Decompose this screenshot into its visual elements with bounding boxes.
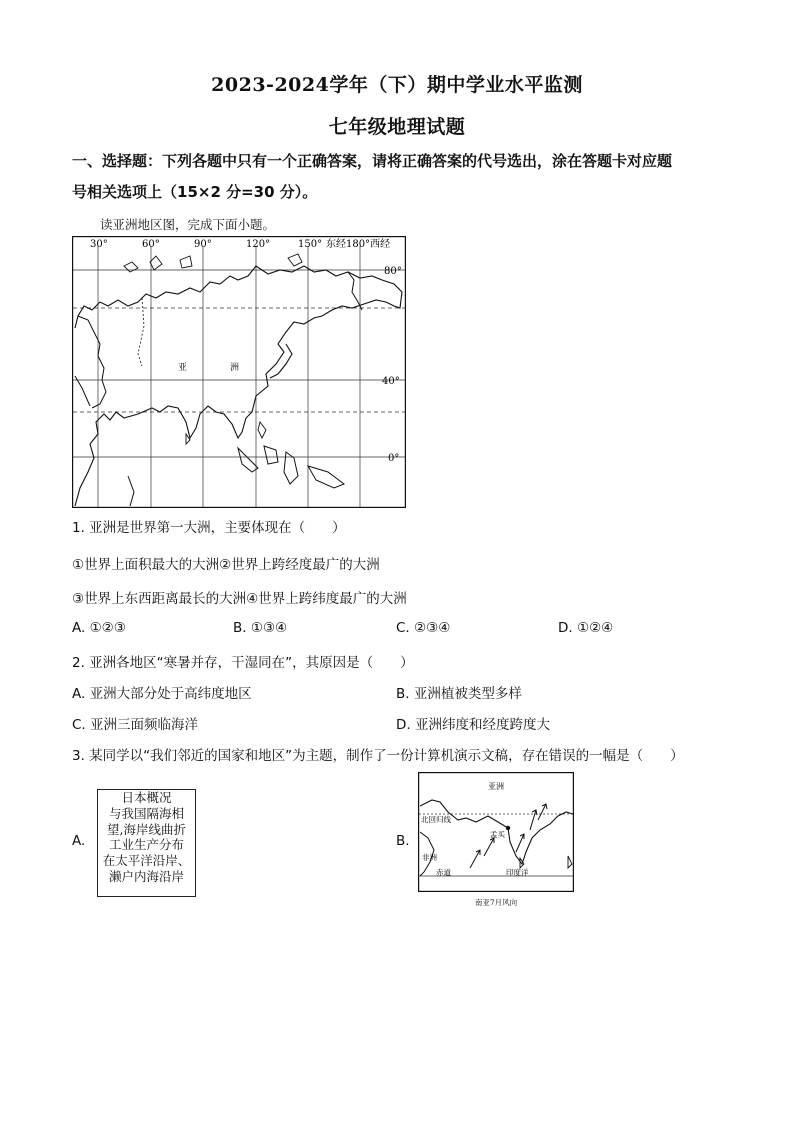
- lon-label-60: 60°: [142, 239, 160, 250]
- q2-option-b[interactable]: B. 亚洲植被类型多样: [396, 686, 522, 702]
- map-intro-text: 读亚洲地区图，完成下面小题。: [100, 217, 276, 232]
- label-asia: 亚洲: [488, 782, 504, 791]
- page-title: 2023-2024学年（下）期中学业水平监测: [211, 74, 583, 96]
- label-indian-ocean: 印度洋: [506, 868, 529, 877]
- lat-label-0: 0°: [388, 453, 400, 464]
- q2-stem: 2. 亚洲各地区“寒暑并存，干湿同在”，其原因是（ ）: [72, 655, 414, 671]
- card-line: 望,海岸线曲折: [107, 821, 186, 837]
- asia-map: [72, 236, 406, 508]
- label-africa: 非洲: [422, 853, 437, 862]
- q3-stem: 3. 某同学以“我们邻近的国家和地区”为主题，制作了一份计算机演示文稿，存在错误的一幅是（ ）: [72, 748, 684, 764]
- q1-statement-b: ③世界上东西距离最长的大洲④世界上跨纬度最广的大洲: [72, 591, 407, 607]
- q2-option-a[interactable]: A. 亚洲大部分处于高纬度地区: [72, 686, 252, 702]
- lon-label-120: 120°: [246, 239, 271, 250]
- card-line: 日本概况: [121, 790, 172, 805]
- lat-label-40: 40°: [382, 376, 400, 387]
- south-asia-wind-map: [418, 772, 574, 892]
- q1-option-d[interactable]: D. ①②④: [558, 620, 614, 636]
- map-caption: 南亚7月风向: [474, 898, 518, 907]
- q1-stem: 1. 亚洲是世界第一大洲，主要体现在（ ）: [72, 520, 346, 536]
- japan-info-card: [97, 789, 196, 897]
- card-line: 工业生产分布: [108, 837, 184, 853]
- q3-option-a-label[interactable]: A.: [72, 833, 86, 849]
- label-mumbai: 孟买: [490, 830, 505, 839]
- region-label-zhou: 洲: [230, 363, 240, 373]
- lon-label-90: 90°: [194, 239, 212, 250]
- label-equator: 赤道: [436, 868, 451, 877]
- region-label-ya: 亚: [178, 363, 188, 373]
- lon-label-180: 东经180°西经: [326, 239, 391, 250]
- section-instruction-line-2: 号相关选项上（15×2 分=30 分）。: [72, 183, 318, 201]
- q3-option-b-label[interactable]: B.: [396, 833, 410, 849]
- asia-coastline: [75, 266, 402, 506]
- page-subtitle: 七年级地理试题: [328, 116, 466, 138]
- q1-option-a[interactable]: A. ①②③: [72, 620, 126, 636]
- section-instruction-line-1: 一、选择题：下列各题中只有一个正确答案，请将正确答案的代号选出，涂在答题卡对应题: [72, 152, 673, 170]
- q1-option-c[interactable]: C. ②③④: [396, 620, 451, 636]
- lat-label-80: 80°: [384, 266, 402, 277]
- card-line: 在太平洋沿岸、: [102, 853, 191, 869]
- q1-statement-a: ①世界上面积最大的大洲②世界上跨经度最广的大洲: [72, 557, 380, 573]
- q2-option-c[interactable]: C. 亚洲三面频临海洋: [72, 717, 199, 733]
- q2-option-d[interactable]: D. 亚洲纬度和经度跨度大: [396, 717, 550, 733]
- q1-option-b[interactable]: B. ①③④: [233, 620, 288, 636]
- label-tropic: 北回归线: [421, 815, 451, 824]
- lon-label-30: 30°: [90, 239, 108, 250]
- card-line: 与我国隔海相: [108, 805, 184, 821]
- card-line: 濑户内海沿岸: [108, 868, 184, 884]
- lon-label-150: 150°: [298, 239, 323, 250]
